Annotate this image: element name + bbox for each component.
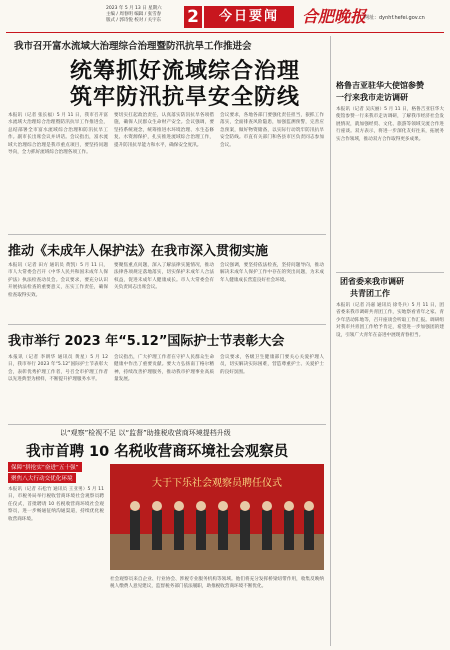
article1-col3: 会议要求，各地各部门要强化责任担当，狠抓工作落实，全面排查风险隐患，加强监测预警，完善应急预案，做好物资储备，以实际行动筑牢防汛抗旱安全防线。市直有关部门和各县市区负责同志参加会议。 xyxy=(220,113,324,148)
article3-headline: 我市举行 2023 年“5.12”国际护士节表彰大会 xyxy=(8,334,285,349)
sidebar1-headline-2: 一行来我市走访调研 xyxy=(336,93,408,102)
sidebar2-headline-2: 共青团工作 xyxy=(350,289,390,298)
photo-caption: 大于下乐社会观察员聘任仪式 xyxy=(152,478,282,489)
article4-photo xyxy=(110,464,324,570)
sidebar-divider xyxy=(336,272,444,273)
sidebar1-body: 本报讯（记者 吴庆丽）5 月 11 日，格鲁吉亚驻华大使馆参赞一行来我市走访调研，了解我市经济社会发展情况，就加强经贸、文化、旅游等领域交流合作进行座谈。双方表示，将进一步深化友好往来，拓展务实合作领域，推动双方合作取得更多成果。 xyxy=(336,107,444,142)
sidebar1-headline-1: 格鲁吉亚驻华大使馆参赞 xyxy=(336,81,424,90)
page-header xyxy=(6,4,444,32)
sidebar2-headline-1: 团省委来我市调研 xyxy=(340,277,404,286)
article4-col1: 本报讯（记者 石松竹 通讯员 王亚男）5 月 11 日，市税务局举行税收营商环境社会观察员聘任仪式，首批聘请 10 名税收营商环境社会观察员，进一步畅通征纳沟通渠道，持续优化税收营商环境。 xyxy=(8,487,104,522)
article4-kicker: 以“观察”检视不足 以“监督”助推税收营商环境提档升级 xyxy=(60,429,231,437)
article1-col2: 要切实扛起政治责任，认真落实防汛抗旱各项措施，确保人民群众生命财产安全。会议强调，要坚持系统观念，统筹推进水环境治理、水生态修复、水资源保护，扎实推进流域综合治理工作，提升防汛抗旱能力和水平，确保安全度汛。 xyxy=(114,113,214,148)
article2-headline: 推动《未成年人保护法》在我市深入贯彻实施 xyxy=(8,244,269,259)
article4-headline: 我市首聘 10 名税收营商环境社会观察员 xyxy=(26,444,289,460)
article2-col2: 要聚焦重点问题，深入了解法律实施情况，推动法律各项规定落地落实，切实保护未成年人合法权益，促进未成年人健康成长。市人大常委会有关负责同志出席会议。 xyxy=(114,263,214,291)
editor-line: 主编 / 周春明 编辑 / 张雪春 xyxy=(106,12,162,17)
divider-3 xyxy=(8,424,326,425)
article1-col1: 本报讯（记者 张长福）5 月 11 日，我市召开富水流域大治理综合治理暨防汛抗旱工作推进会，总结部署全市富水流域综合治理和防汛抗旱工作。副市长出席会议并讲话。会议指出，富水流域大治理综合治理是我市重点项目，要坚持问题导向，全力抓好流域综合治理各项工作。 xyxy=(8,113,108,156)
proof-line: 版式 / 郭诗悦 校对 / 关宇东 xyxy=(106,18,162,23)
column-divider xyxy=(330,36,331,646)
article1-kicker: 我市召开富水流域大治理综合治理暨防汛抗旱工作推进会 xyxy=(14,41,252,52)
divider-2 xyxy=(8,324,326,325)
article4-col2: 社会观察员来自企业、行业协会、涉税专业服务机构等领域。他们将充分发挥桥梁纽带作用，收集反映纳税人缴费人意见建议，监督税务部门依法履职，助推税收营商环境不断优化。 xyxy=(110,577,324,590)
divider-1 xyxy=(8,234,326,235)
article1-headline-1: 统筹抓好流域综合治理 xyxy=(70,58,301,84)
people xyxy=(130,501,314,550)
group-photo xyxy=(110,464,324,570)
header-rule xyxy=(6,32,444,33)
tag-1: 保障“拼抢实”奋进“五十强” xyxy=(8,462,82,472)
tag-2: 聚焦八大行动交优化环境 xyxy=(8,473,76,483)
website: 网址：dynhf.hefei.gov.cn xyxy=(364,15,425,21)
article3-col3: 会议要求，各级卫生健康部门要关心关爱护理人员，切实解决实际困难，营造尊重护士、关爱护士的良好氛围。 xyxy=(220,355,324,375)
article2-col1: 本报讯（记者 田方 通讯员 黄凯）5 月 11 日，市人大常委会召开《中华人民共和国未成年人保护法》执法检查动员会。会议要求，要充分认识开展执法检查的重要意义，压实工作责任，确保检查取得实效。 xyxy=(8,263,108,298)
header-meta xyxy=(106,6,178,24)
article3-col2: 会议指出，广大护理工作者在守护人民群众生命健康中作出了重要贡献。要大力弘扬南丁格尔精神，持续改善护理服务，推动我市护理事业高质量发展。 xyxy=(114,355,214,383)
article2-col3: 会议强调，要坚持依法检查，坚持问题导向，推动解决未成年人保护工作中存在的突出问题，为未成年人健康成长营造良好社会环境。 xyxy=(220,263,324,283)
article1-headline-2: 筑牢防汛抗旱安全防线 xyxy=(70,84,301,110)
article3-col1: 本报讯（记者 李朗华 通讯员 黄星）5 月 12 日，我市举行 2023 年“5.12”国际护士节表彰大会，表彰优秀护理工作者，号召全市护理工作者以先进典型为榜样，不断提升护理服务水平。 xyxy=(8,355,108,383)
sidebar2-body: 本报讯（记者 冯嘉 通讯员 徐冬兵）5 月 11 日，团省委来我市调研共青团工作，实地察看青年之家、青少年活动阵地等，召开座谈会听取工作汇报。调研组对我市共青团工作给予肯定，希望进一步加强团的建设，引领广大青年在奋进中展现青春担当。 xyxy=(336,303,444,338)
page-number: 2 xyxy=(184,6,202,28)
newspaper-logo: 合肥晚报 xyxy=(302,7,367,26)
section-title: 今日要闻 xyxy=(204,6,294,28)
issue-date: 2023 年 5 月 13 日 星期六 xyxy=(106,6,162,11)
